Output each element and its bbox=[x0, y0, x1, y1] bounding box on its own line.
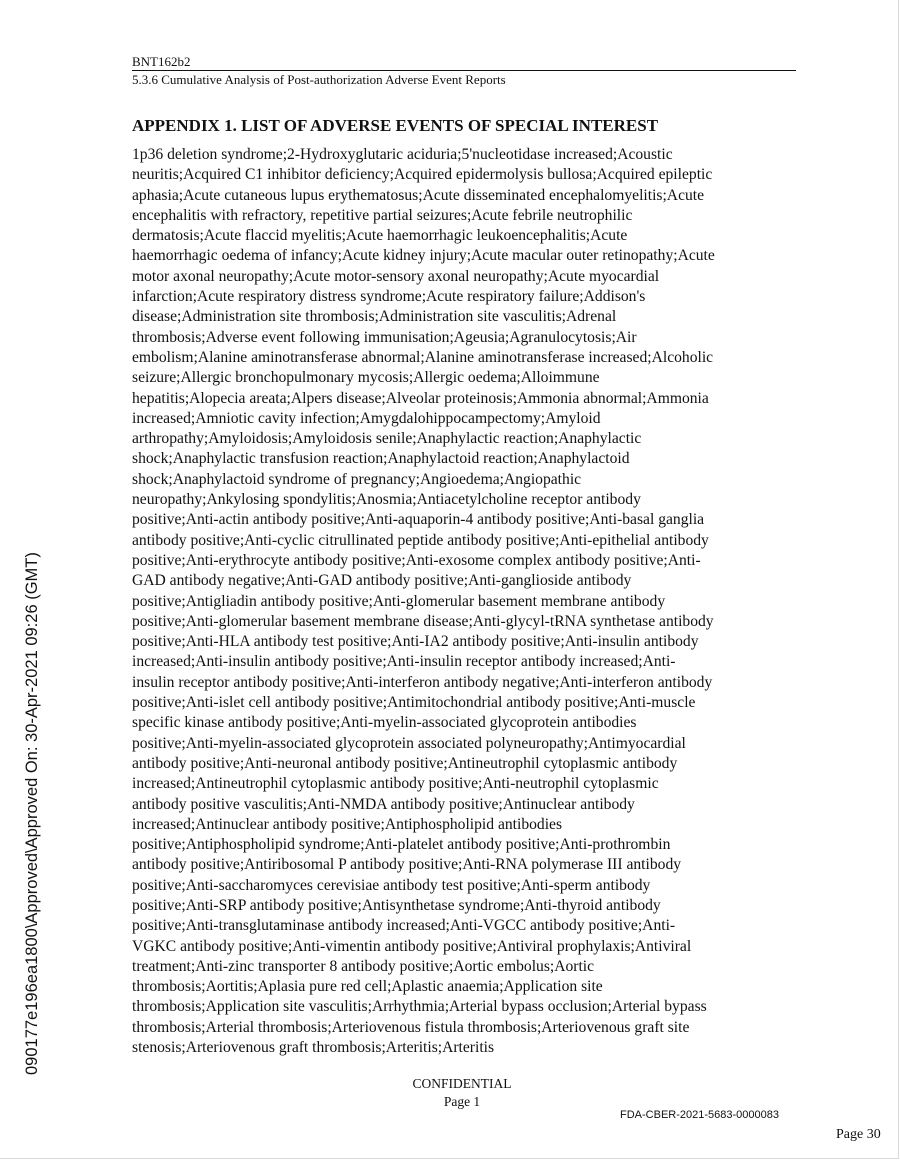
body-line: VGKC antibody positive;Anti-vimentin antibody positive;Antiviral prophylaxis;Antiviral bbox=[132, 937, 692, 955]
body-line: antibody positive;Anti-neuronal antibody positive;Antineutrophil cytoplasmic antibody bbox=[132, 754, 678, 772]
appendix-title: APPENDIX 1. LIST OF ADVERSE EVENTS OF SPECIAL INTEREST bbox=[132, 116, 659, 135]
body-line: positive;Anti-actin antibody positive;Anti-aquaporin-4 antibody positive;Anti-basal ganglia bbox=[132, 511, 705, 529]
header-product: BNT162b2 bbox=[132, 54, 191, 69]
body-line: neuropathy;Ankylosing spondylitis;Anosmia;Antiacetylcholine receptor antibody bbox=[132, 491, 641, 509]
body-line: dermatosis;Acute flaccid myelitis;Acute haemorrhagic leukoencephalitis;Acute bbox=[132, 227, 628, 245]
body-line: positive;Anti-SRP antibody positive;Antisynthetase syndrome;Anti-thyroid antibody bbox=[132, 896, 661, 914]
body-line: encephalitis with refractory, repetitive partial seizures;Acute febrile neutrophilic bbox=[132, 206, 633, 224]
body-line: insulin receptor antibody positive;Anti-interferon antibody negative;Anti-interferon antibody bbox=[132, 673, 713, 691]
body-line: increased;Amniotic cavity infection;Amygdalohippocampectomy;Amyloid bbox=[132, 409, 601, 427]
page-header bbox=[132, 54, 796, 88]
body-line: thrombosis;Adverse event following immunisation;Ageusia;Agranulocytosis;Air bbox=[132, 328, 637, 346]
appendix-body bbox=[132, 145, 796, 1058]
body-line: stenosis;Arteriovenous graft thrombosis;Arteritis;Arteritis bbox=[132, 1039, 495, 1057]
body-line: positive;Anti-transglutaminase antibody increased;Anti-VGCC antibody positive;Anti- bbox=[132, 917, 676, 935]
body-line: seizure;Allergic bronchopulmonary mycosis;Allergic oedema;Alloimmune bbox=[132, 369, 600, 387]
body-line: neuritis;Acquired C1 inhibitor deficiency;Acquired epidermolysis bullosa;Acquired epileptic bbox=[132, 166, 713, 184]
footer-confidential: CONFIDENTIAL bbox=[412, 1076, 512, 1091]
body-line: thrombosis;Arterial thrombosis;Arteriovenous fistula thrombosis;Arteriovenous graft site bbox=[132, 1018, 690, 1036]
body-line: thrombosis;Application site vasculitis;Arrhythmia;Arterial bypass occlusion;Arterial bypass bbox=[132, 998, 707, 1016]
body-line: positive;Anti-myelin-associated glycoprotein associated polyneuropathy;Antimyocardial bbox=[132, 734, 686, 752]
body-line: increased;Anti-insulin antibody positive;Anti-insulin receptor antibody increased;Anti- bbox=[132, 653, 676, 671]
body-line: antibody positive vasculitis;Anti-NMDA antibody positive;Antinuclear antibody bbox=[132, 795, 635, 813]
body-line: GAD antibody negative;Anti-GAD antibody positive;Anti-ganglioside antibody bbox=[132, 572, 632, 590]
body-line: disease;Administration site thrombosis;Administration site vasculitis;Adrenal bbox=[132, 308, 617, 326]
body-line: positive;Antiphospholipid syndrome;Anti-platelet antibody positive;Anti-prothrombin bbox=[132, 836, 671, 854]
body-line: specific kinase antibody positive;Anti-myelin-associated glycoprotein antibodies bbox=[132, 714, 637, 732]
header-section: 5.3.6 Cumulative Analysis of Post-authorization Adverse Event Reports bbox=[132, 70, 796, 88]
body-line: positive;Anti-islet cell antibody positive;Antimitochondrial antibody positive;Anti-muscle bbox=[132, 694, 696, 712]
body-line: shock;Anaphylactic transfusion reaction;Anaphylactoid reaction;Anaphylactoid bbox=[132, 450, 630, 468]
footer-page-number: Page 1 bbox=[443, 1094, 481, 1109]
body-line: increased;Antinuclear antibody positive;Antiphospholipid antibodies bbox=[132, 815, 563, 833]
body-line: thrombosis;Aortitis;Aplasia pure red cell;Aplastic anaemia;Application site bbox=[132, 978, 603, 996]
body-line: arthropathy;Amyloidosis;Amyloidosis senile;Anaphylactic reaction;Anaphylactic bbox=[132, 430, 642, 448]
body-line: antibody positive;Antiribosomal P antibody positive;Anti-RNA polymerase III antibody bbox=[132, 856, 682, 874]
body-line: positive;Anti-HLA antibody test positive;Anti-IA2 antibody positive;Anti-insulin antibody bbox=[132, 633, 699, 651]
page-label: Page 30 bbox=[836, 1127, 881, 1142]
body-line: shock;Anaphylactoid syndrome of pregnancy;Angioedema;Angiopathic bbox=[132, 470, 582, 488]
body-line: embolism;Alanine aminotransferase abnormal;Alanine aminotransferase increased;Alcoholic bbox=[132, 348, 714, 366]
body-line: hepatitis;Alopecia areata;Alpers disease;Alveolar proteinosis;Ammonia abnormal;Ammonia bbox=[132, 389, 709, 407]
body-line: treatment;Anti-zinc transporter 8 antibody positive;Aortic embolus;Aortic bbox=[132, 957, 595, 975]
body-line: infarction;Acute respiratory distress syndrome;Acute respiratory failure;Addison's bbox=[132, 288, 646, 306]
body-line: positive;Anti-saccharomyces cerevisiae antibody test positive;Anti-sperm antibody bbox=[132, 876, 651, 894]
fda-document-id: FDA-CBER-2021-5683-0000083 bbox=[620, 1109, 779, 1121]
body-line: aphasia;Acute cutaneous lupus erythematosus;Acute disseminated encephalomyelitis;Acute bbox=[132, 186, 705, 204]
body-line: positive;Anti-glomerular basement membrane disease;Anti-glycyl-tRNA synthetase antibody bbox=[132, 612, 714, 630]
body-line: increased;Antineutrophil cytoplasmic antibody positive;Anti-neutrophil cytoplasmic bbox=[132, 775, 659, 793]
body-line: positive;Antigliadin antibody positive;Anti-glomerular basement membrane antibody bbox=[132, 592, 666, 610]
body-line: positive;Anti-erythrocyte antibody positive;Anti-exosome complex antibody positive;Anti- bbox=[132, 551, 701, 569]
body-line: motor axonal neuropathy;Acute motor-sensory axonal neuropathy;Acute myocardial bbox=[132, 267, 660, 285]
body-line: haemorrhagic oedema of infancy;Acute kidney injury;Acute macular outer retinopathy;Acute bbox=[132, 247, 715, 265]
approval-stamp: 090177e196ea1800\Approved\Approved On: 30-Apr-2021 09:26 (GMT) bbox=[23, 552, 41, 1075]
body-line: 1p36 deletion syndrome;2-Hydroxyglutaric aciduria;5'nucleotidase increased;Acoustic bbox=[132, 146, 673, 163]
body-line: antibody positive;Anti-cyclic citrullinated peptide antibody positive;Anti-epithelial antibody bbox=[132, 531, 709, 549]
